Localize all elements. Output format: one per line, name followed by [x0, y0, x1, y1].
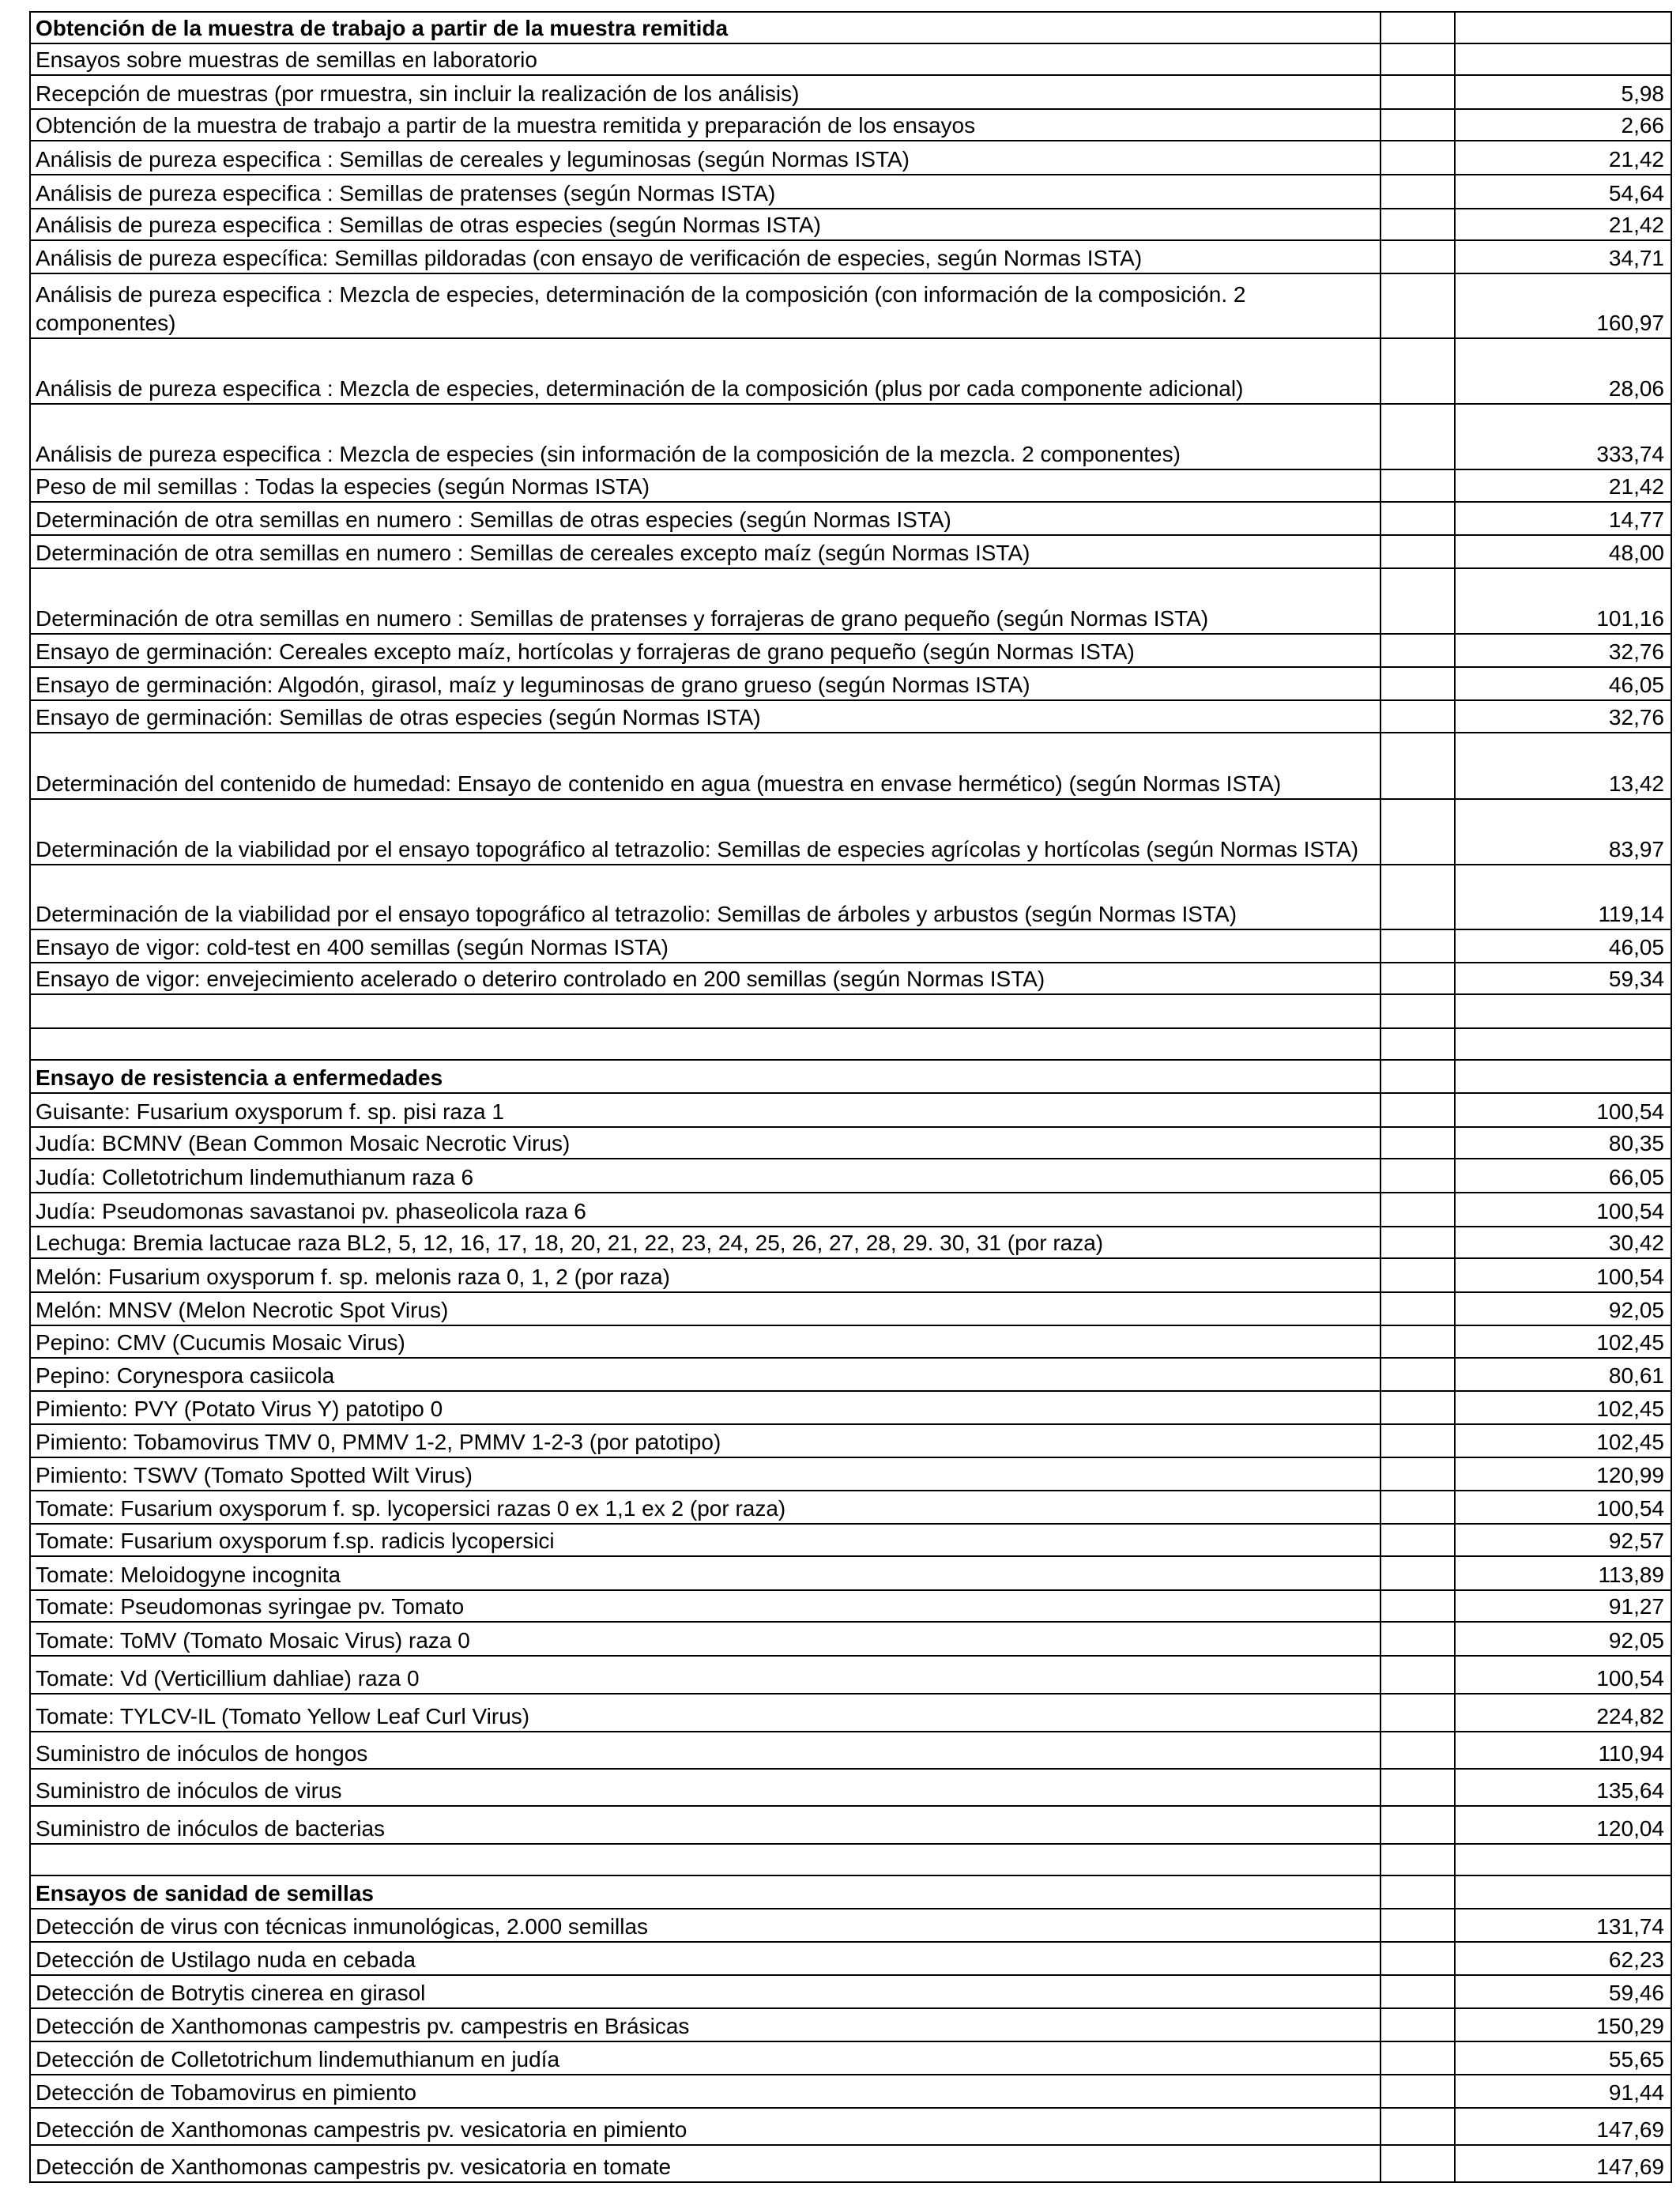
blank-cell [1381, 1806, 1455, 1844]
blank-cell [1381, 865, 1455, 929]
blank-cell [1381, 1622, 1455, 1656]
section-title: Ensayo de resistencia a enfermedades [30, 1060, 1381, 1093]
item-description: Pimiento: PVY (Potato Virus Y) patotipo 0 [30, 1391, 1381, 1424]
table-row [30, 1656, 1671, 1694]
item-price [1455, 1844, 1671, 1875]
blank-cell [1381, 1457, 1455, 1491]
item-price: 21,42 [1455, 141, 1671, 175]
item-price: 110,94 [1455, 1732, 1671, 1769]
item-description: Tomate: TYLCV-IL (Tomato Yellow Leaf Curl Virus) [30, 1694, 1381, 1732]
table-row [30, 1457, 1671, 1491]
item-description: Recepción de muestras (por rmuestra, sin incluir la realización de los análisis) [30, 75, 1381, 109]
item-price: 21,42 [1455, 469, 1671, 502]
item-price: 14,77 [1455, 502, 1671, 535]
item-price: 5,98 [1455, 75, 1671, 109]
item-description: Peso de mil semillas : Todas la especies (según Normas ISTA) [30, 469, 1381, 502]
item-price [1455, 43, 1671, 75]
blank-cell [1381, 75, 1455, 109]
blank-cell [1381, 240, 1455, 273]
item-description: Determinación de otra semillas en numero : Semillas de pratenses y forrajeras de grano pequeño (según Normas ISTA) [30, 568, 1381, 634]
blank-cell [1381, 1909, 1455, 1942]
item-price: 80,35 [1455, 1127, 1671, 1159]
item-description: Tomate: Fusarium oxysporum f.sp. radicis lycopersici [30, 1524, 1381, 1556]
item-price: 91,27 [1455, 1590, 1671, 1622]
table-row [30, 929, 1671, 963]
table-row [30, 2075, 1671, 2108]
table-row [30, 502, 1671, 535]
blank-cell [1381, 1093, 1455, 1127]
item-description: Melón: MNSV (Melon Necrotic Spot Virus) [30, 1292, 1381, 1325]
item-description: Tomate: Meloidogyne incognita [30, 1556, 1381, 1590]
item-description: Ensayo de germinación: Semillas de otras especies (según Normas ISTA) [30, 700, 1381, 733]
blank-cell [1381, 175, 1455, 209]
item-description: Ensayo de vigor: cold-test en 400 semillas (según Normas ISTA) [30, 929, 1381, 963]
table-row [30, 1556, 1671, 1590]
blank-cell [1381, 1292, 1455, 1325]
blank-cell [1381, 2041, 1455, 2075]
table-row [30, 1694, 1671, 1732]
section-title: Obtención de la muestra de trabajo a partir de la muestra remitida [30, 12, 1381, 43]
item-price: 54,64 [1455, 175, 1671, 209]
price-table-body [30, 12, 1671, 2182]
item-price [1455, 994, 1671, 1028]
blank-cell [1381, 2075, 1455, 2108]
item-description: Lechuga: Bremia lactucae raza BL2, 5, 12, 16, 17, 18, 20, 21, 22, 23, 24, 25, 26, 27, 28, 29. 30, 31 (por raza) [30, 1227, 1381, 1258]
section-header-row [30, 12, 1671, 43]
table-row [30, 1159, 1671, 1193]
table-row [30, 404, 1671, 469]
table-row [30, 963, 1671, 994]
blank-cell [1381, 1159, 1455, 1193]
item-price: 333,74 [1455, 404, 1671, 469]
item-price: 101,16 [1455, 568, 1671, 634]
table-row [30, 209, 1671, 240]
item-description: Determinación de otra semillas en numero : Semillas de otras especies (según Normas ISTA) [30, 502, 1381, 535]
item-price: 120,04 [1455, 1806, 1671, 1844]
table-row [30, 1975, 1671, 2008]
item-description: Suministro de inóculos de hongos [30, 1732, 1381, 1769]
item-description [30, 994, 1381, 1028]
item-price: 13,42 [1455, 733, 1671, 799]
item-description: Ensayos sobre muestras de semillas en laboratorio [30, 43, 1381, 75]
table-row [30, 43, 1671, 75]
item-price: 59,34 [1455, 963, 1671, 994]
item-description [30, 1844, 1381, 1875]
table-row [30, 2041, 1671, 2075]
item-description: Análisis de pureza especifica : Semillas de cereales y leguminosas (según Normas ISTA) [30, 141, 1381, 175]
item-description: Ensayo de germinación: Cereales excepto maíz, hortícolas y forrajeras de grano pequeño (según Normas ISTA) [30, 634, 1381, 667]
blank-cell [1381, 502, 1455, 535]
blank-cell [1381, 1391, 1455, 1424]
item-price: 135,64 [1455, 1769, 1671, 1806]
item-description: Pimiento: Tobamovirus TMV 0, PMMV 1-2, PMMV 1-2-3 (por patotipo) [30, 1424, 1381, 1457]
item-description: Detección de Botrytis cinerea en girasol [30, 1975, 1381, 2008]
table-row [30, 469, 1671, 502]
blank-cell [1381, 700, 1455, 733]
item-price: 102,45 [1455, 1391, 1671, 1424]
table-row [30, 799, 1671, 865]
item-price: 147,69 [1455, 2145, 1671, 2182]
blank-cell [1381, 2145, 1455, 2182]
blank-cell [1381, 43, 1455, 75]
item-price: 102,45 [1455, 1325, 1671, 1358]
blank-cell [1381, 1875, 1455, 1909]
table-row [30, 1622, 1671, 1656]
blank-cell [1381, 994, 1455, 1028]
blank-cell [1381, 1060, 1455, 1093]
blank-cell [1381, 1656, 1455, 1694]
item-description: Tomate: ToMV (Tomato Mosaic Virus) raza 0 [30, 1622, 1381, 1656]
item-price: 102,45 [1455, 1424, 1671, 1457]
item-description: Pimiento: TSWV (Tomato Spotted Wilt Virus) [30, 1457, 1381, 1491]
item-description: Determinación del contenido de humedad: Ensayo de contenido en agua (muestra en envase hermético) (según Normas ISTA) [30, 733, 1381, 799]
item-price: 83,97 [1455, 799, 1671, 865]
empty-row [30, 1028, 1671, 1060]
item-description: Tomate: Vd (Verticillium dahliae) raza 0 [30, 1656, 1381, 1694]
table-row [30, 1806, 1671, 1844]
blank-cell [1381, 963, 1455, 994]
blank-cell [1381, 109, 1455, 141]
blank-cell [1381, 141, 1455, 175]
item-price: 62,23 [1455, 1942, 1671, 1975]
item-price [1455, 1028, 1671, 1060]
item-price: 113,89 [1455, 1556, 1671, 1590]
blank-cell [1381, 1193, 1455, 1227]
table-row [30, 1491, 1671, 1524]
item-description: Judía: Pseudomonas savastanoi pv. phaseolicola raza 6 [30, 1193, 1381, 1227]
item-description: Análisis de pureza específica: Semillas pildoradas (con ensayo de verificación de especies, según Normas ISTA) [30, 240, 1381, 273]
table-row [30, 733, 1671, 799]
item-price: 30,42 [1455, 1227, 1671, 1258]
item-description: Judía: Colletotrichum lindemuthianum raza 6 [30, 1159, 1381, 1193]
item-description: Suministro de inóculos de virus [30, 1769, 1381, 1806]
blank-cell [1381, 1975, 1455, 2008]
item-price: 91,44 [1455, 2075, 1671, 2108]
table-row [30, 1325, 1671, 1358]
table-row [30, 2008, 1671, 2041]
blank-cell [1381, 799, 1455, 865]
item-price: 2,66 [1455, 109, 1671, 141]
blank-cell [1381, 1732, 1455, 1769]
item-price: 224,82 [1455, 1694, 1671, 1732]
item-description: Detección de Ustilago nuda en cebada [30, 1942, 1381, 1975]
table-row [30, 667, 1671, 700]
section-header-row [30, 1060, 1671, 1093]
blank-cell [1381, 1358, 1455, 1391]
section-header-row [30, 1875, 1671, 1909]
blank-cell [1381, 1028, 1455, 1060]
blank-cell [1381, 1769, 1455, 1806]
item-price: 80,61 [1455, 1358, 1671, 1391]
item-description: Detección de Colletotrichum lindemuthianum en judía [30, 2041, 1381, 2075]
blank-cell [1381, 209, 1455, 240]
table-row [30, 2108, 1671, 2145]
item-price: 120,99 [1455, 1457, 1671, 1491]
table-row [30, 1769, 1671, 1806]
item-price: 92,57 [1455, 1524, 1671, 1556]
item-price: 21,42 [1455, 209, 1671, 240]
item-price: 119,14 [1455, 865, 1671, 929]
item-price: 32,76 [1455, 700, 1671, 733]
item-price: 66,05 [1455, 1159, 1671, 1193]
item-description [30, 1028, 1381, 1060]
item-description: Obtención de la muestra de trabajo a partir de la muestra remitida y preparación de los ensayos [30, 109, 1381, 141]
item-price: 100,54 [1455, 1093, 1671, 1127]
item-description: Judía: BCMNV (Bean Common Mosaic Necrotic Virus) [30, 1127, 1381, 1159]
item-description: Determinación de otra semillas en numero : Semillas de cereales excepto maíz (según Normas ISTA) [30, 535, 1381, 568]
item-description: Suministro de inóculos de bacterias [30, 1806, 1381, 1844]
table-row [30, 75, 1671, 109]
blank-cell [1381, 568, 1455, 634]
item-price [1455, 1060, 1671, 1093]
item-price: 48,00 [1455, 535, 1671, 568]
item-description: Análisis de pureza especifica : Semillas de pratenses (según Normas ISTA) [30, 175, 1381, 209]
table-row [30, 1227, 1671, 1258]
item-description: Análisis de pureza especifica : Mezcla de especies, determinación de la composición (con información de la composición. 2 componentes) [30, 273, 1381, 338]
blank-cell [1381, 1694, 1455, 1732]
table-row [30, 1732, 1671, 1769]
blank-cell [1381, 1844, 1455, 1875]
item-description: Detección de virus con técnicas inmunológicas, 2.000 semillas [30, 1909, 1381, 1942]
table-row [30, 700, 1671, 733]
item-description: Tomate: Pseudomonas syringae pv. Tomato [30, 1590, 1381, 1622]
item-description: Análisis de pureza especifica : Semillas de otras especies (según Normas ISTA) [30, 209, 1381, 240]
item-price: 34,71 [1455, 240, 1671, 273]
blank-cell [1381, 1491, 1455, 1524]
item-description: Detección de Xanthomonas campestris pv. vesicatoria en pimiento [30, 2108, 1381, 2145]
blank-cell [1381, 469, 1455, 502]
item-description: Pepino: Corynespora casiicola [30, 1358, 1381, 1391]
table-row [30, 240, 1671, 273]
item-price: 59,46 [1455, 1975, 1671, 2008]
table-row [30, 535, 1671, 568]
table-row [30, 1292, 1671, 1325]
item-description: Tomate: Fusarium oxysporum f. sp. lycopersici razas 0 ex 1,1 ex 2 (por raza) [30, 1491, 1381, 1524]
blank-cell [1381, 634, 1455, 667]
item-description: Análisis de pureza especifica : Mezcla de especies (sin información de la composición de la mezcla. 2 componentes) [30, 404, 1381, 469]
table-row [30, 1193, 1671, 1227]
item-description: Melón: Fusarium oxysporum f. sp. melonis raza 0, 1, 2 (por raza) [30, 1258, 1381, 1292]
blank-cell [1381, 733, 1455, 799]
blank-cell [1381, 338, 1455, 404]
item-price: 100,54 [1455, 1491, 1671, 1524]
item-price: 100,54 [1455, 1258, 1671, 1292]
blank-cell [1381, 1127, 1455, 1159]
table-row [30, 1909, 1671, 1942]
table-row [30, 109, 1671, 141]
table-row [30, 1590, 1671, 1622]
item-price: 131,74 [1455, 1909, 1671, 1942]
table-row [30, 634, 1671, 667]
item-price: 160,97 [1455, 273, 1671, 338]
item-price: 92,05 [1455, 1622, 1671, 1656]
table-row [30, 1127, 1671, 1159]
item-description: Detección de Xanthomonas campestris pv. campestris en Brásicas [30, 2008, 1381, 2041]
item-price: 46,05 [1455, 929, 1671, 963]
table-row [30, 1524, 1671, 1556]
item-description: Guisante: Fusarium oxysporum f. sp. pisi raza 1 [30, 1093, 1381, 1127]
item-price [1455, 1875, 1671, 1909]
price-table [29, 11, 1672, 2183]
blank-cell [1381, 929, 1455, 963]
item-price: 32,76 [1455, 634, 1671, 667]
item-price: 92,05 [1455, 1292, 1671, 1325]
table-row [30, 1358, 1671, 1391]
item-description: Ensayo de germinación: Algodón, girasol, maíz y leguminosas de grano grueso (según Normas ISTA) [30, 667, 1381, 700]
section-title: Ensayos de sanidad de semillas [30, 1875, 1381, 1909]
table-row [30, 273, 1671, 338]
item-description: Ensayo de vigor: envejecimiento acelerado o deteriro controlado en 200 semillas (según Normas ISTA) [30, 963, 1381, 994]
table-row [30, 568, 1671, 634]
table-row [30, 1093, 1671, 1127]
blank-cell [1381, 535, 1455, 568]
blank-cell [1381, 2008, 1455, 2041]
blank-cell [1381, 1424, 1455, 1457]
item-price: 46,05 [1455, 667, 1671, 700]
item-price: 100,54 [1455, 1193, 1671, 1227]
item-description: Determinación de la viabilidad por el ensayo topográfico al tetrazolio: Semillas de árboles y arbustos (según Normas ISTA) [30, 865, 1381, 929]
item-description: Determinación de la viabilidad por el ensayo topográfico al tetrazolio: Semillas de especies agrícolas y hortícolas (según Normas ISTA) [30, 799, 1381, 865]
blank-cell [1381, 1590, 1455, 1622]
table-row [30, 2145, 1671, 2182]
blank-cell [1381, 273, 1455, 338]
item-price: 147,69 [1455, 2108, 1671, 2145]
blank-cell [1381, 12, 1455, 43]
item-description: Detección de Xanthomonas campestris pv. vesicatoria en tomate [30, 2145, 1381, 2182]
blank-cell [1381, 667, 1455, 700]
blank-cell [1381, 2108, 1455, 2145]
table-row [30, 1258, 1671, 1292]
item-price: 150,29 [1455, 2008, 1671, 2041]
item-description: Análisis de pureza especifica : Mezcla de especies, determinación de la composición (plus por cada componente adicional) [30, 338, 1381, 404]
item-description: Detección de Tobamovirus en pimiento [30, 2075, 1381, 2108]
blank-cell [1381, 1227, 1455, 1258]
table-row [30, 1942, 1671, 1975]
item-description: Pepino: CMV (Cucumis Mosaic Virus) [30, 1325, 1381, 1358]
table-row [30, 175, 1671, 209]
table-row [30, 141, 1671, 175]
blank-cell [1381, 1524, 1455, 1556]
empty-row [30, 1844, 1671, 1875]
blank-cell [1381, 404, 1455, 469]
item-price: 55,65 [1455, 2041, 1671, 2075]
table-row [30, 1391, 1671, 1424]
blank-cell [1381, 1942, 1455, 1975]
empty-row [30, 994, 1671, 1028]
item-price: 100,54 [1455, 1656, 1671, 1694]
blank-cell [1381, 1325, 1455, 1358]
blank-cell [1381, 1258, 1455, 1292]
item-price: 28,06 [1455, 338, 1671, 404]
item-price [1455, 12, 1671, 43]
table-row [30, 338, 1671, 404]
table-row [30, 865, 1671, 929]
table-row [30, 1424, 1671, 1457]
blank-cell [1381, 1556, 1455, 1590]
